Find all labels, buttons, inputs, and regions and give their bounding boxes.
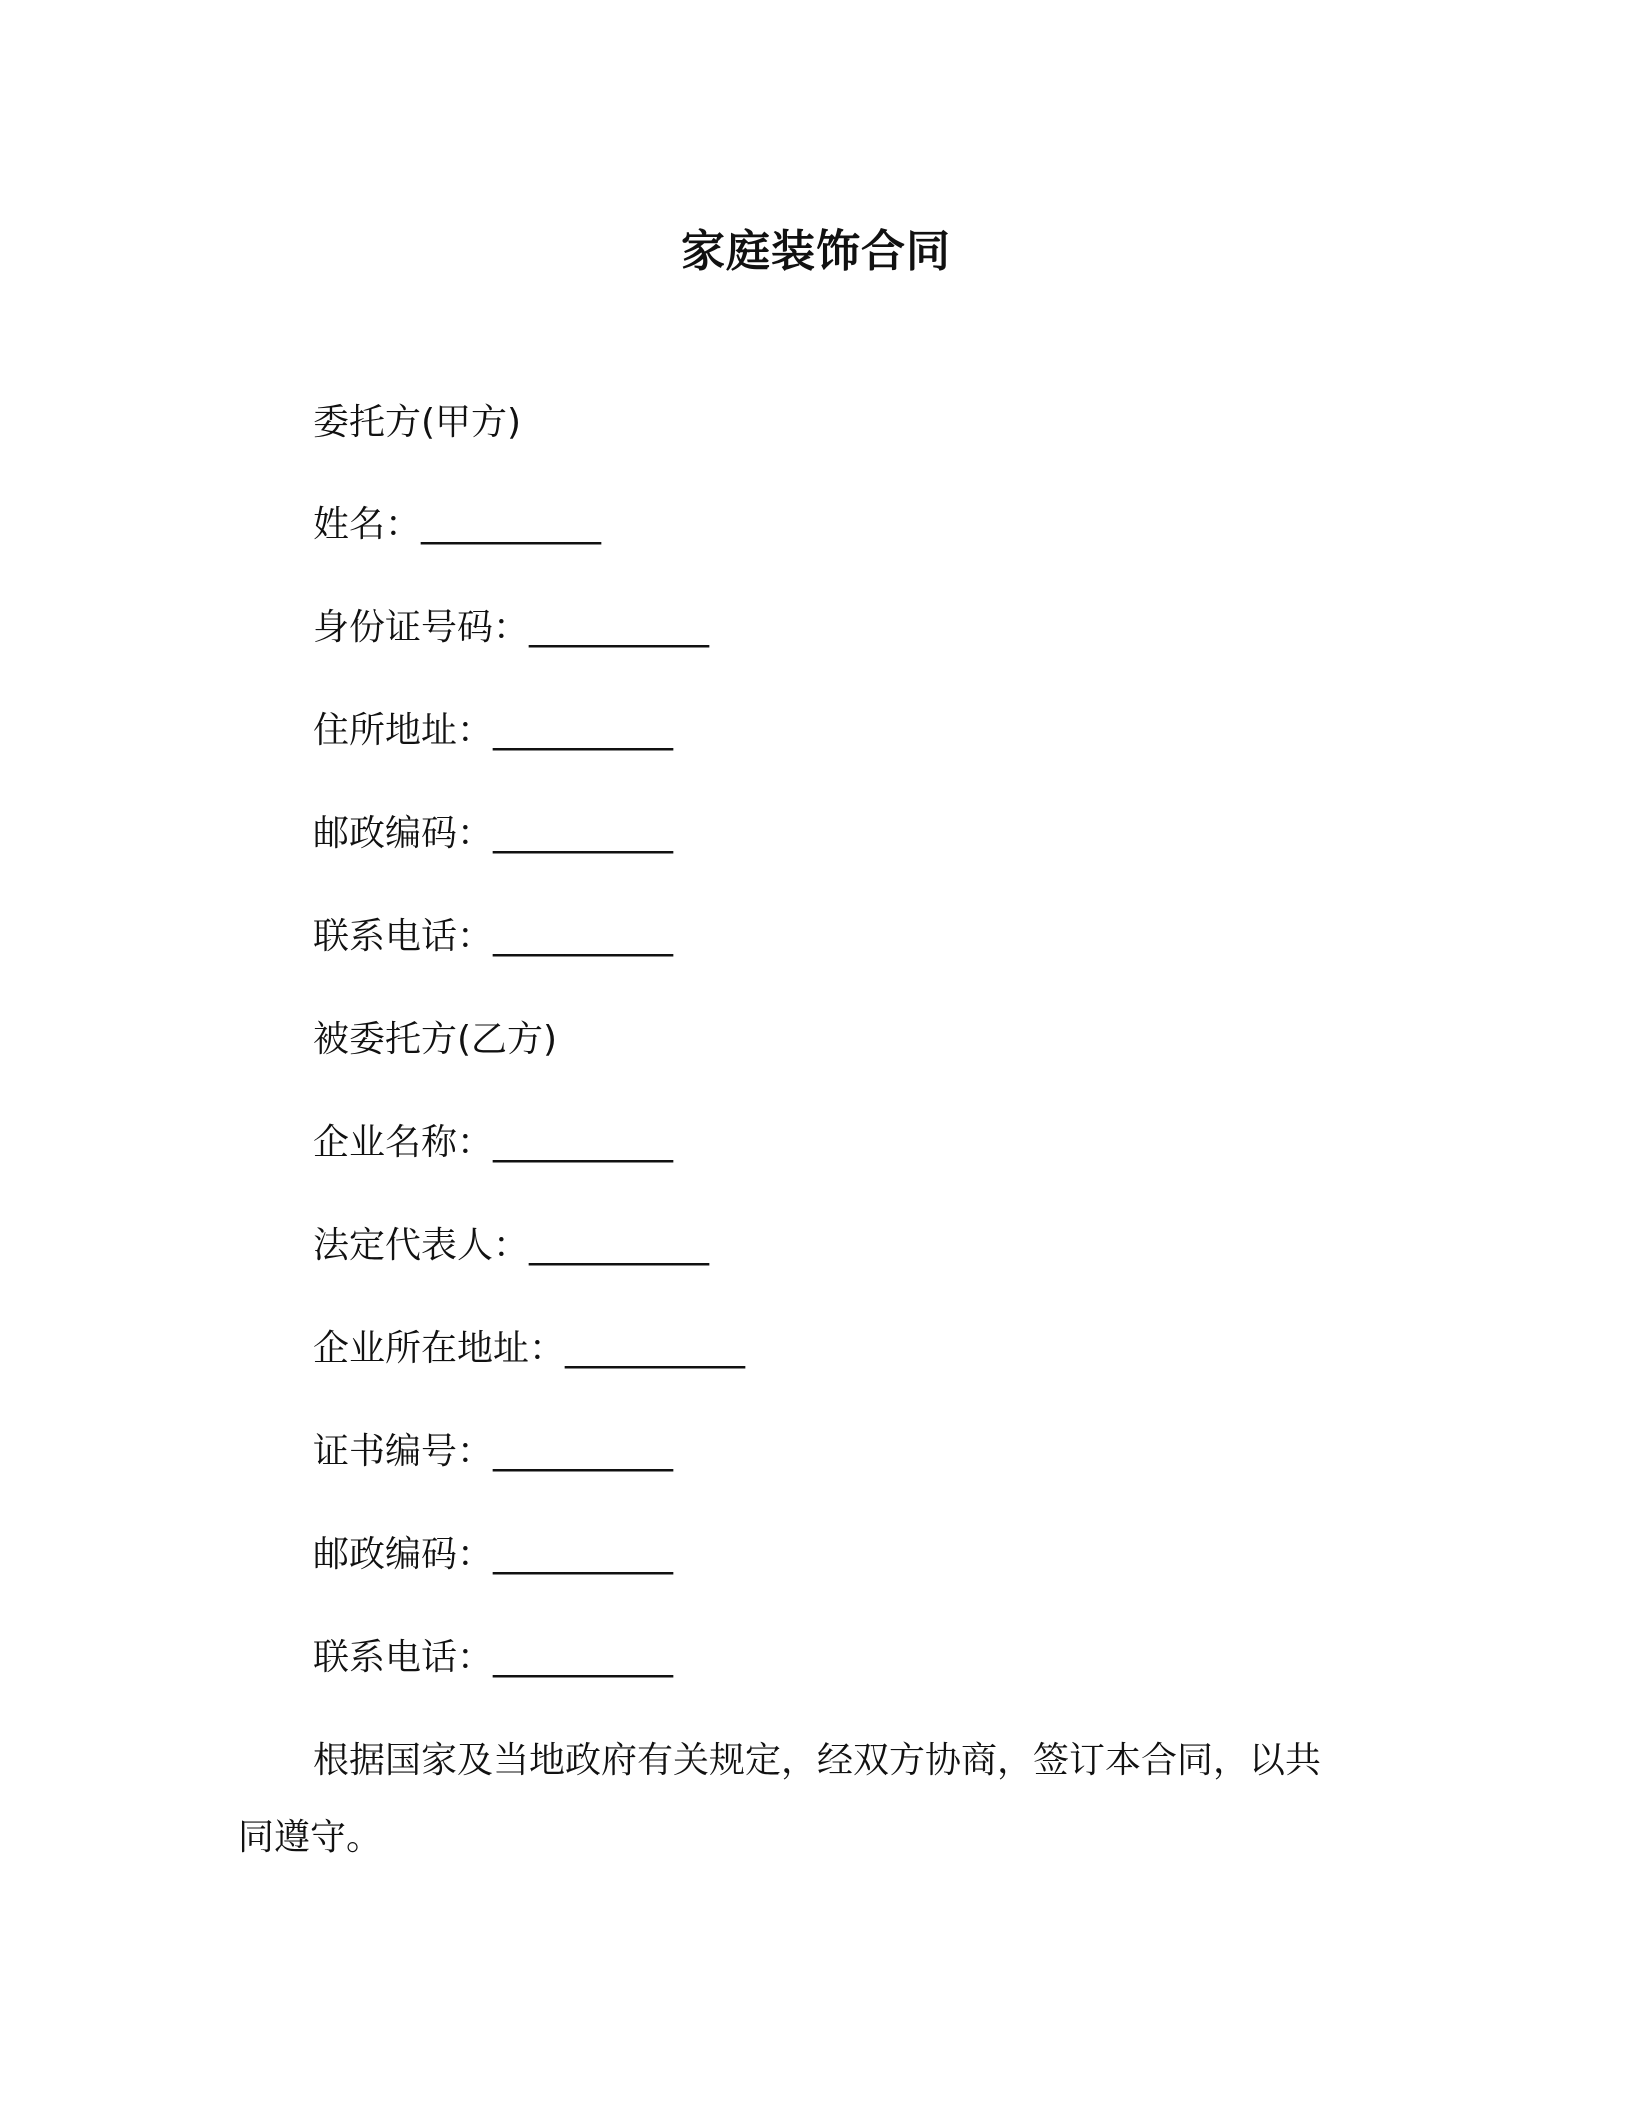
- party-a-name-field: 姓名：__________: [313, 504, 602, 545]
- contract-title: 家庭装饰合同: [681, 226, 951, 277]
- party-b-legal-representative-field: 法定代表人：__________: [313, 1225, 710, 1266]
- party-b-certificate-number-field: 证书编号：__________: [313, 1431, 674, 1472]
- preamble-paragraph: [238, 1736, 1398, 1863]
- party-a-heading: 委托方(甲方): [313, 402, 522, 443]
- party-b-heading: 被委托方(乙方): [313, 1019, 558, 1060]
- party-a-address-field: 住所地址：__________: [313, 710, 674, 751]
- preamble-line-1: 根据国家及当地政府有关规定，经双方协商，签订本合同，以共: [313, 1740, 1322, 1781]
- party-b-postal-code-field: 邮政编码：__________: [313, 1534, 674, 1575]
- party-b-phone-field: 联系电话：__________: [313, 1637, 674, 1678]
- party-b-company-address-field: 企业所在地址：__________: [313, 1328, 746, 1369]
- party-a-postal-code-field: 邮政编码：__________: [313, 813, 674, 854]
- preamble-line-2: 同遵守。: [238, 1817, 383, 1858]
- party-b-company-name-field: 企业名称：__________: [313, 1122, 674, 1163]
- party-a-id-number-field: 身份证号码：__________: [313, 607, 710, 648]
- party-a-phone-field: 联系电话：__________: [313, 916, 674, 957]
